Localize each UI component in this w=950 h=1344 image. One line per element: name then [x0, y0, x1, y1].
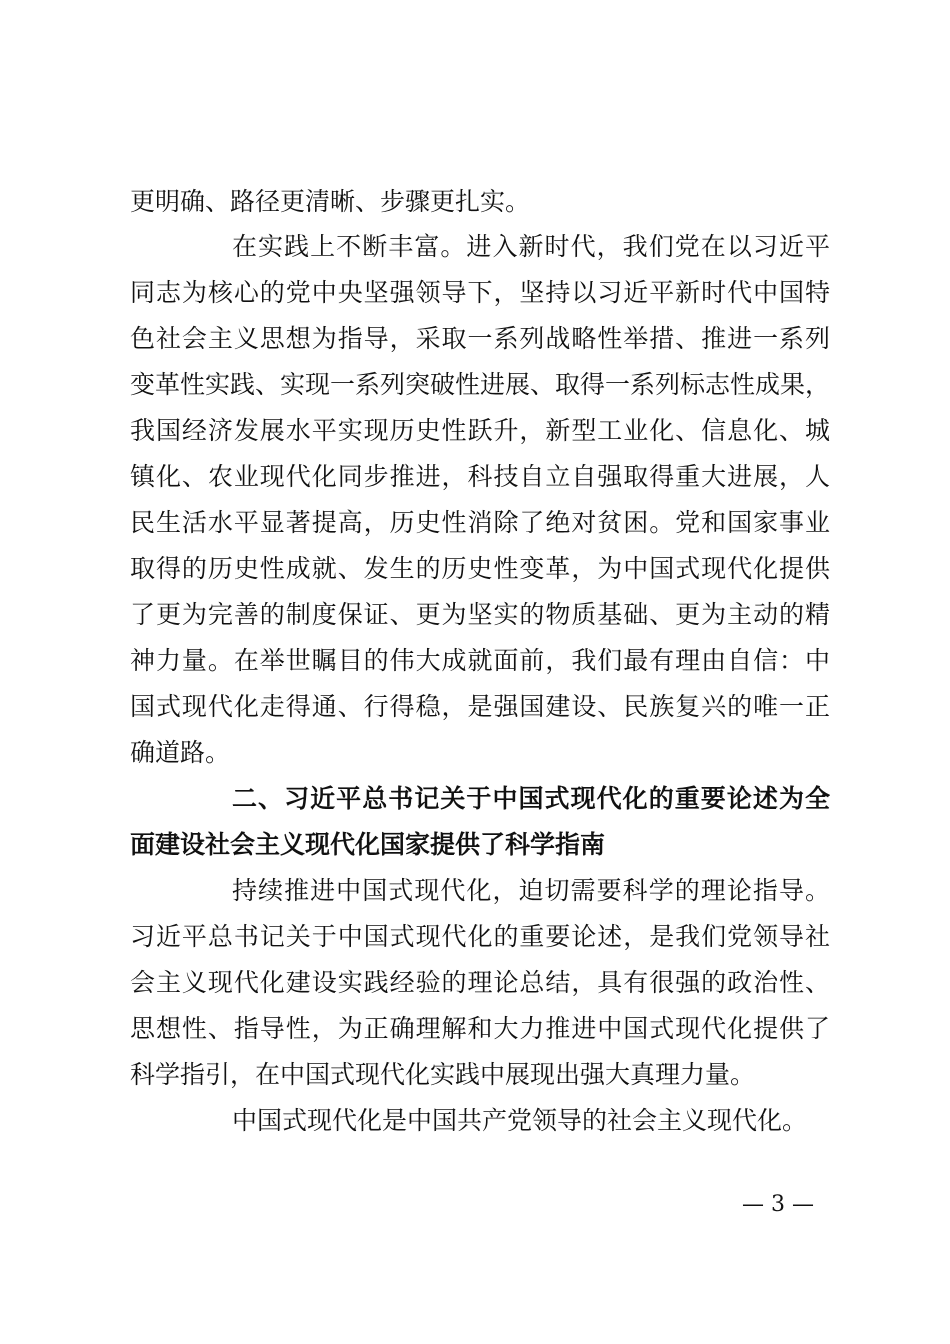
paragraph-line: 神力量。在举世瞩目的伟大成就面前，我们最有理由自信：中 [130, 646, 830, 675]
paragraph-line: 同志为核心的党中央坚强领导下，坚持以习近平新时代中国特 [130, 278, 830, 307]
paragraph-line: 了更为完善的制度保证、更为坚实的物质基础、更为主动的精 [130, 600, 830, 629]
paragraph-line: 持续推进中国式现代化，迫切需要科学的理论指导。 [232, 876, 830, 905]
paragraph-line: 在实践上不断丰富。进入新时代，我们党在以习近平 [232, 232, 830, 261]
paragraph-line: 我国经济发展水平实现历史性跃升，新型工业化、信息化、城 [130, 416, 830, 445]
paragraph-line: 镇化、农业现代化同步推进，科技自立自强取得重大进展，人 [130, 462, 830, 491]
section-heading: 二、习近平总书记关于中国式现代化的重要论述为全 [232, 784, 830, 813]
paragraph-line: 确道路。 [130, 738, 231, 767]
paragraph-line: 会主义现代化建设实践经验的理论总结，具有很强的政治性、 [130, 968, 830, 997]
paragraph-line: 变革性实践、实现一系列突破性进展、取得一系列标志性成果， [130, 370, 831, 399]
paragraph-line: 更明确、路径更清晰、步骤更扎实。 [130, 187, 531, 216]
page-number: — 3 — [742, 1192, 814, 1217]
paragraph-line: 色社会主义思想为指导，采取一系列战略性举措、推进一系列 [130, 324, 830, 353]
paragraph-line: 取得的历史性成就、发生的历史性变革，为中国式现代化提供 [130, 554, 830, 583]
paragraph-line: 科学指引，在中国式现代化实践中展现出强大真理力量。 [130, 1060, 756, 1089]
paragraph-line: 中国式现代化是中国共产党领导的社会主义现代化。 [232, 1106, 808, 1135]
paragraph-line: 思想性、指导性，为正确理解和大力推进中国式现代化提供了 [130, 1014, 830, 1043]
paragraph-line: 国式现代化走得通、行得稳，是强国建设、民族复兴的唯一正 [130, 692, 830, 721]
paragraph-line: 习近平总书记关于中国式现代化的重要论述，是我们党领导社 [130, 922, 830, 951]
section-heading: 面建设社会主义现代化国家提供了科学指南 [130, 830, 606, 859]
paragraph-line: 民生活水平显著提高，历史性消除了绝对贫困。党和国家事业 [130, 508, 830, 537]
